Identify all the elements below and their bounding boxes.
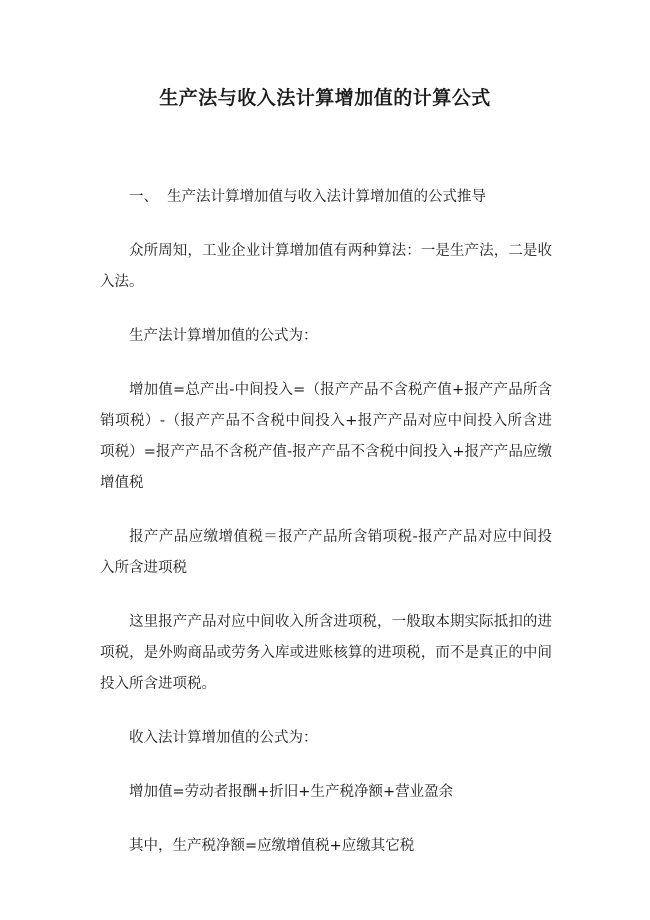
paragraph-production-formula-label: 生产法计算增加值的公式为： (129, 328, 318, 344)
paragraph-net-tax-formula: 其中，生产税净额=应缴增值税+应缴其它税 (129, 838, 415, 854)
section-number: 一、 (129, 189, 158, 205)
document-body (100, 182, 552, 885)
paragraph-income-formula: 增加值=劳动者报酬+折旧+生产税净额+营业盈余 (129, 784, 454, 800)
document-title: 生产法与收入法计算增加值的计算公式 (159, 87, 491, 109)
section-heading-text: 生产法计算增加值与收入法计算增加值的公式推导 (167, 189, 486, 205)
paragraph-intro: 众所周知，工业企业计算增加值有两种算法：一是生产法，二是收入法。 (100, 243, 552, 290)
paragraph-income-formula-label: 收入法计算增加值的公式为： (129, 730, 318, 746)
paragraph-vat-formula: 报产产品应缴增值税＝报产产品所含销项税-报产产品对应中间投入所含进项税 (100, 529, 552, 576)
section-heading (100, 182, 552, 213)
paragraph-production-formula: 增加值=总产出-中间投入=（报产产品不含税产值+报产产品所含销项税）-（报产产品不含税中间投入+报产产品对应中间投入所含进项税）=报产产品不含税产值-报产产品不含税中间投入+报产产品应缴增值税 (100, 382, 552, 491)
paragraph-input-tax-note: 这里报产产品对应中间收入所含进项税，一般取本期实际抵扣的进项税，是外购商品或劳务入库或进账核算的进项税，而不是真正的中间投入所含进项税。 (100, 614, 552, 692)
